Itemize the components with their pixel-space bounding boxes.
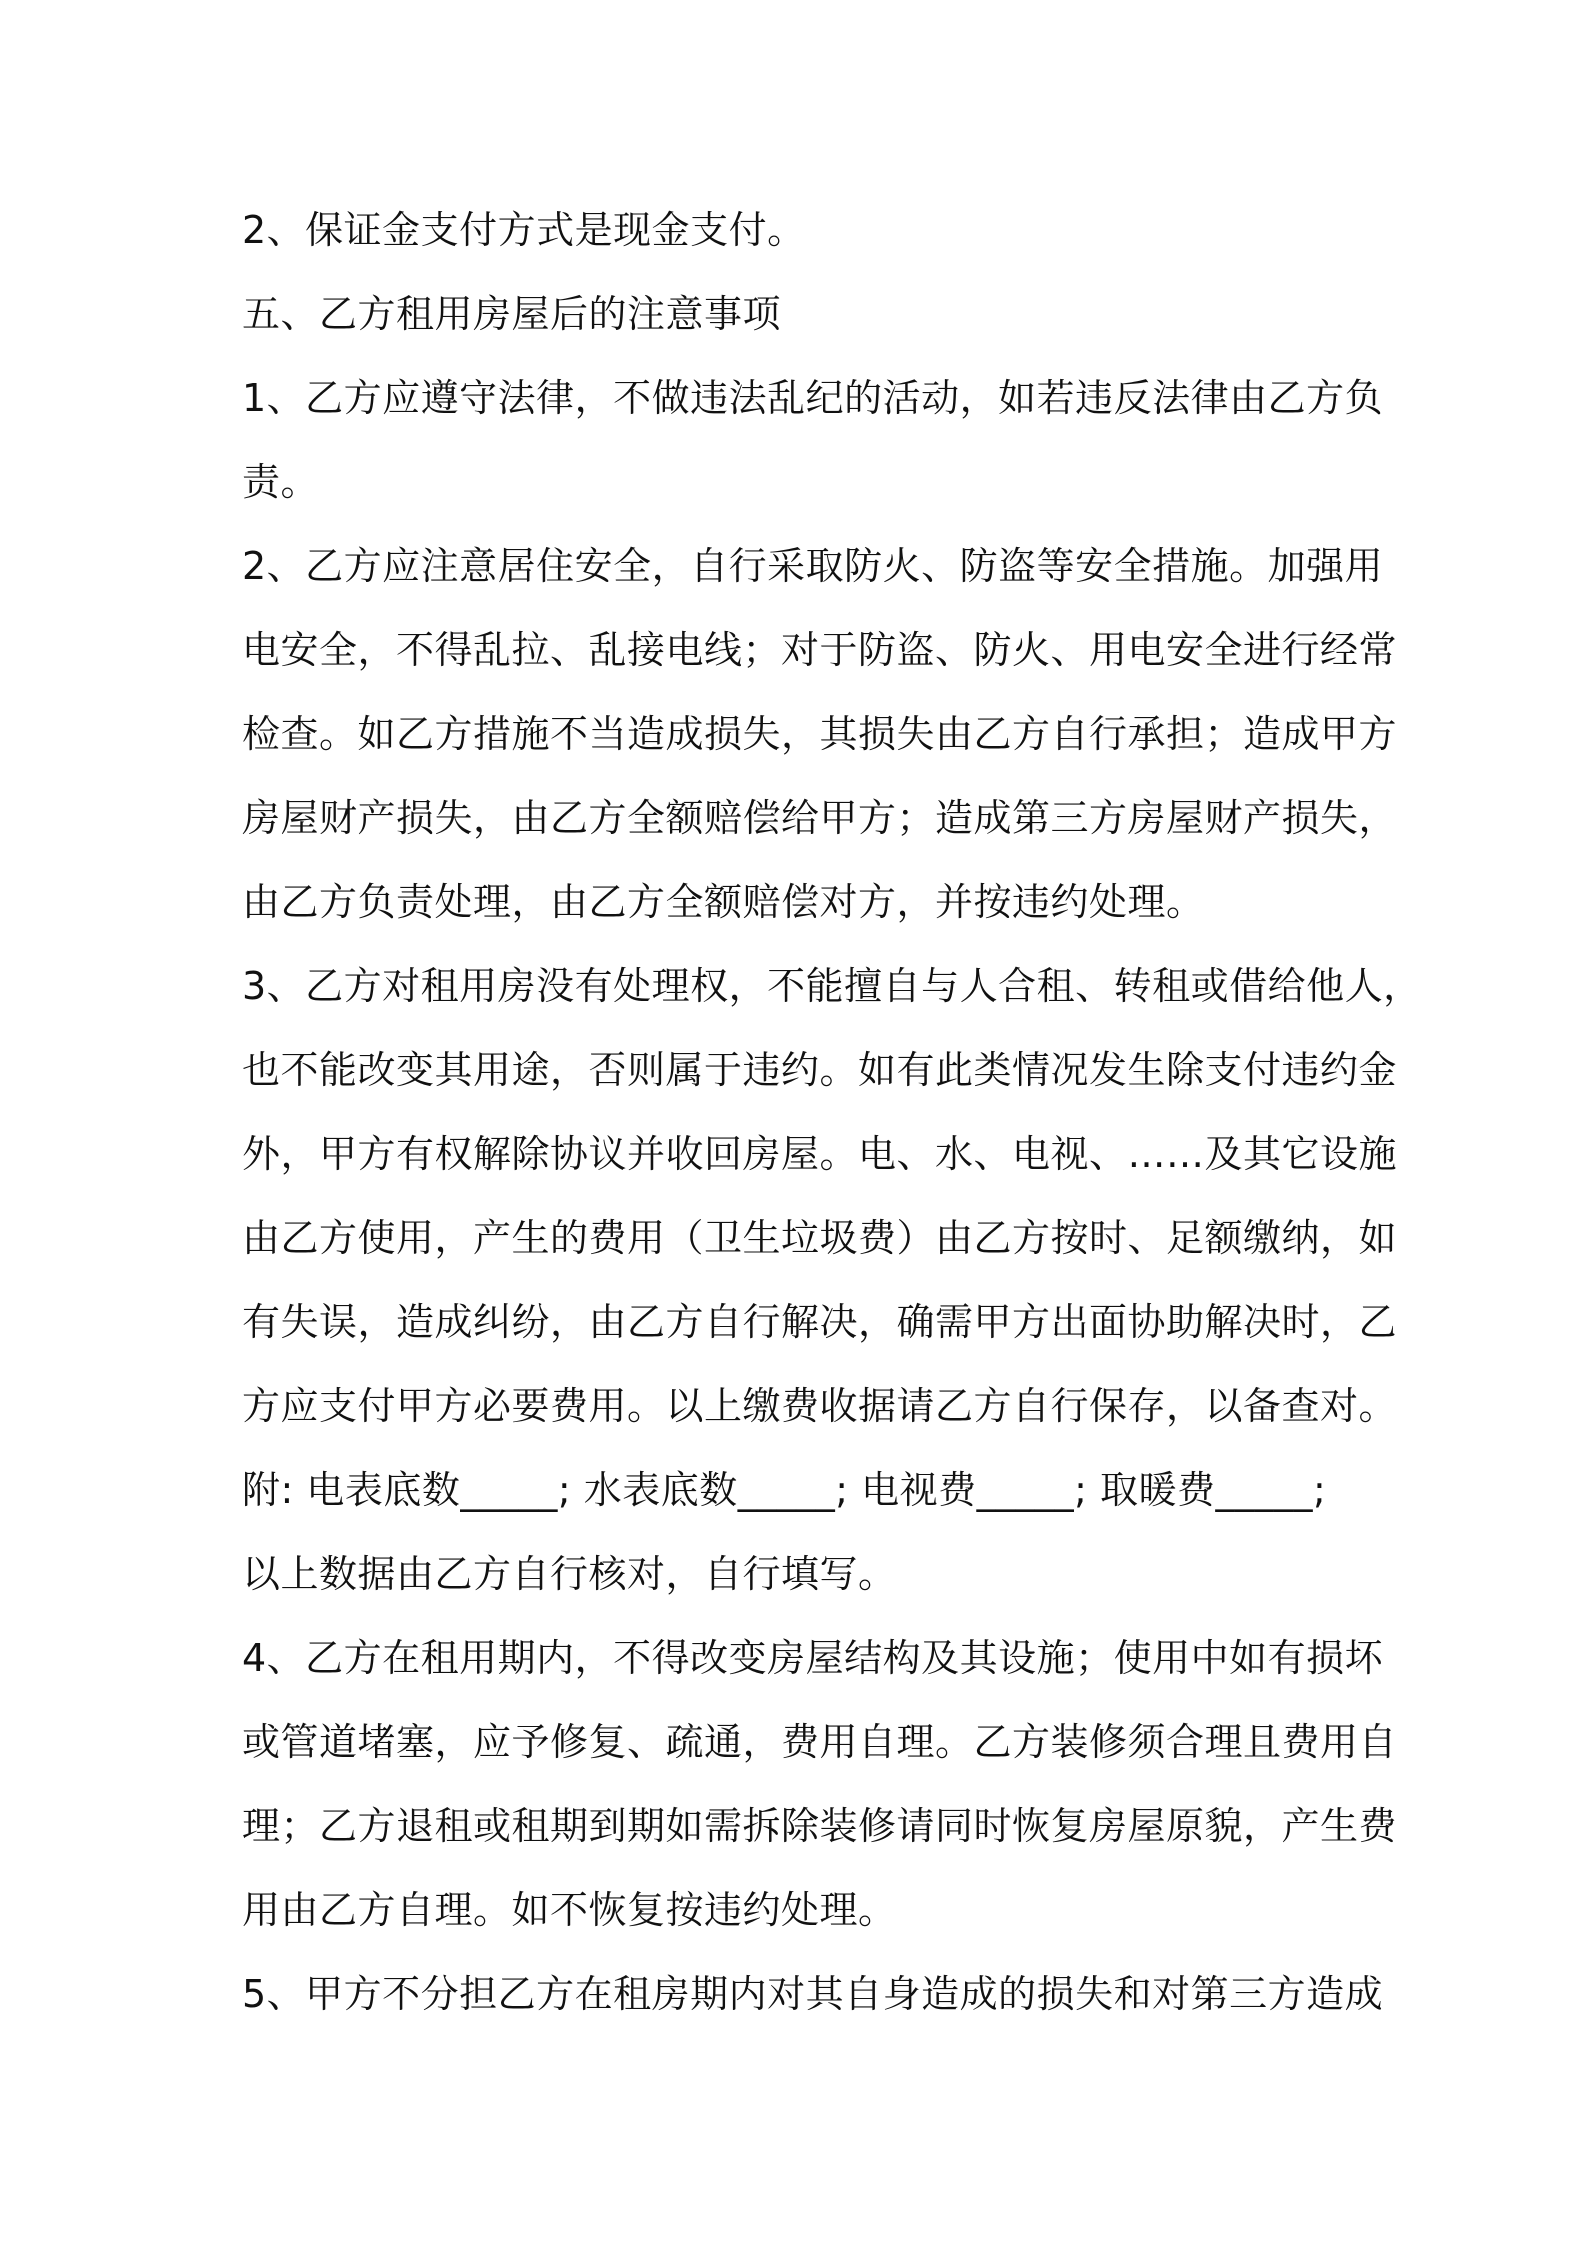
text-line: 有失误，造成纠纷，由乙方自行解决，确需甲方出面协助解决时，乙 xyxy=(242,1300,1398,1344)
meter-readings-line: 附: 电表底数_____; 水表底数_____; 电视费_____; 取暖费_____; xyxy=(242,1468,1327,1512)
section-heading: 五、乙方租用房屋后的注意事项 xyxy=(242,292,782,336)
text-line: 由乙方负责处理，由乙方全额赔偿对方，并按违约处理。 xyxy=(242,880,1205,924)
text-line: 或管道堵塞，应予修复、疏通，费用自理。乙方装修须合理且费用自 xyxy=(242,1720,1398,1764)
text-line: 房屋财产损失，由乙方全额赔偿给甲方；造成第三方房屋财产损失， xyxy=(242,796,1398,840)
text-line: 方应支付甲方必要费用。以上缴费收据请乙方自行保存，以备查对。 xyxy=(242,1384,1398,1428)
text-line: 理；乙方退租或租期到期如需拆除装修请同时恢复房屋原貌，产生费 xyxy=(242,1804,1398,1848)
text-line: 由乙方使用，产生的费用（卫生垃圾费）由乙方按时、足额缴纳，如 xyxy=(242,1216,1398,1260)
text-line: 责。 xyxy=(242,460,320,504)
text-line: 电安全，不得乱拉、乱接电线；对于防盗、防火、用电安全进行经常 xyxy=(242,628,1398,672)
text-line: 2、保证金支付方式是现金支付。 xyxy=(242,208,806,252)
text-line: 2、乙方应注意居住安全，自行采取防火、防盗等安全措施。加强用 xyxy=(242,544,1384,588)
text-line: 也不能改变其用途，否则属于违约。如有此类情况发生除支付违约金 xyxy=(242,1048,1398,1092)
text-line: 3、乙方对租用房没有处理权，不能擅自与人合租、转租或借给他人， xyxy=(242,964,1422,1008)
text-line: 5、甲方不分担乙方在租房期内对其自身造成的损失和对第三方造成 xyxy=(242,1972,1384,2016)
text-line: 1、乙方应遵守法律，不做违法乱纪的活动，如若违反法律由乙方负 xyxy=(242,376,1384,420)
text-line: 检查。如乙方措施不当造成损失，其损失由乙方自行承担；造成甲方 xyxy=(242,712,1398,756)
text-line: 4、乙方在租用期内，不得改变房屋结构及其设施；使用中如有损坏 xyxy=(242,1636,1384,1680)
text-line: 用由乙方自理。如不恢复按违约处理。 xyxy=(242,1888,897,1932)
text-line: 以上数据由乙方自行核对，自行填写。 xyxy=(242,1552,897,1596)
text-line: 外，甲方有权解除协议并收回房屋。电、水、电视、……及其它设施 xyxy=(242,1132,1398,1176)
